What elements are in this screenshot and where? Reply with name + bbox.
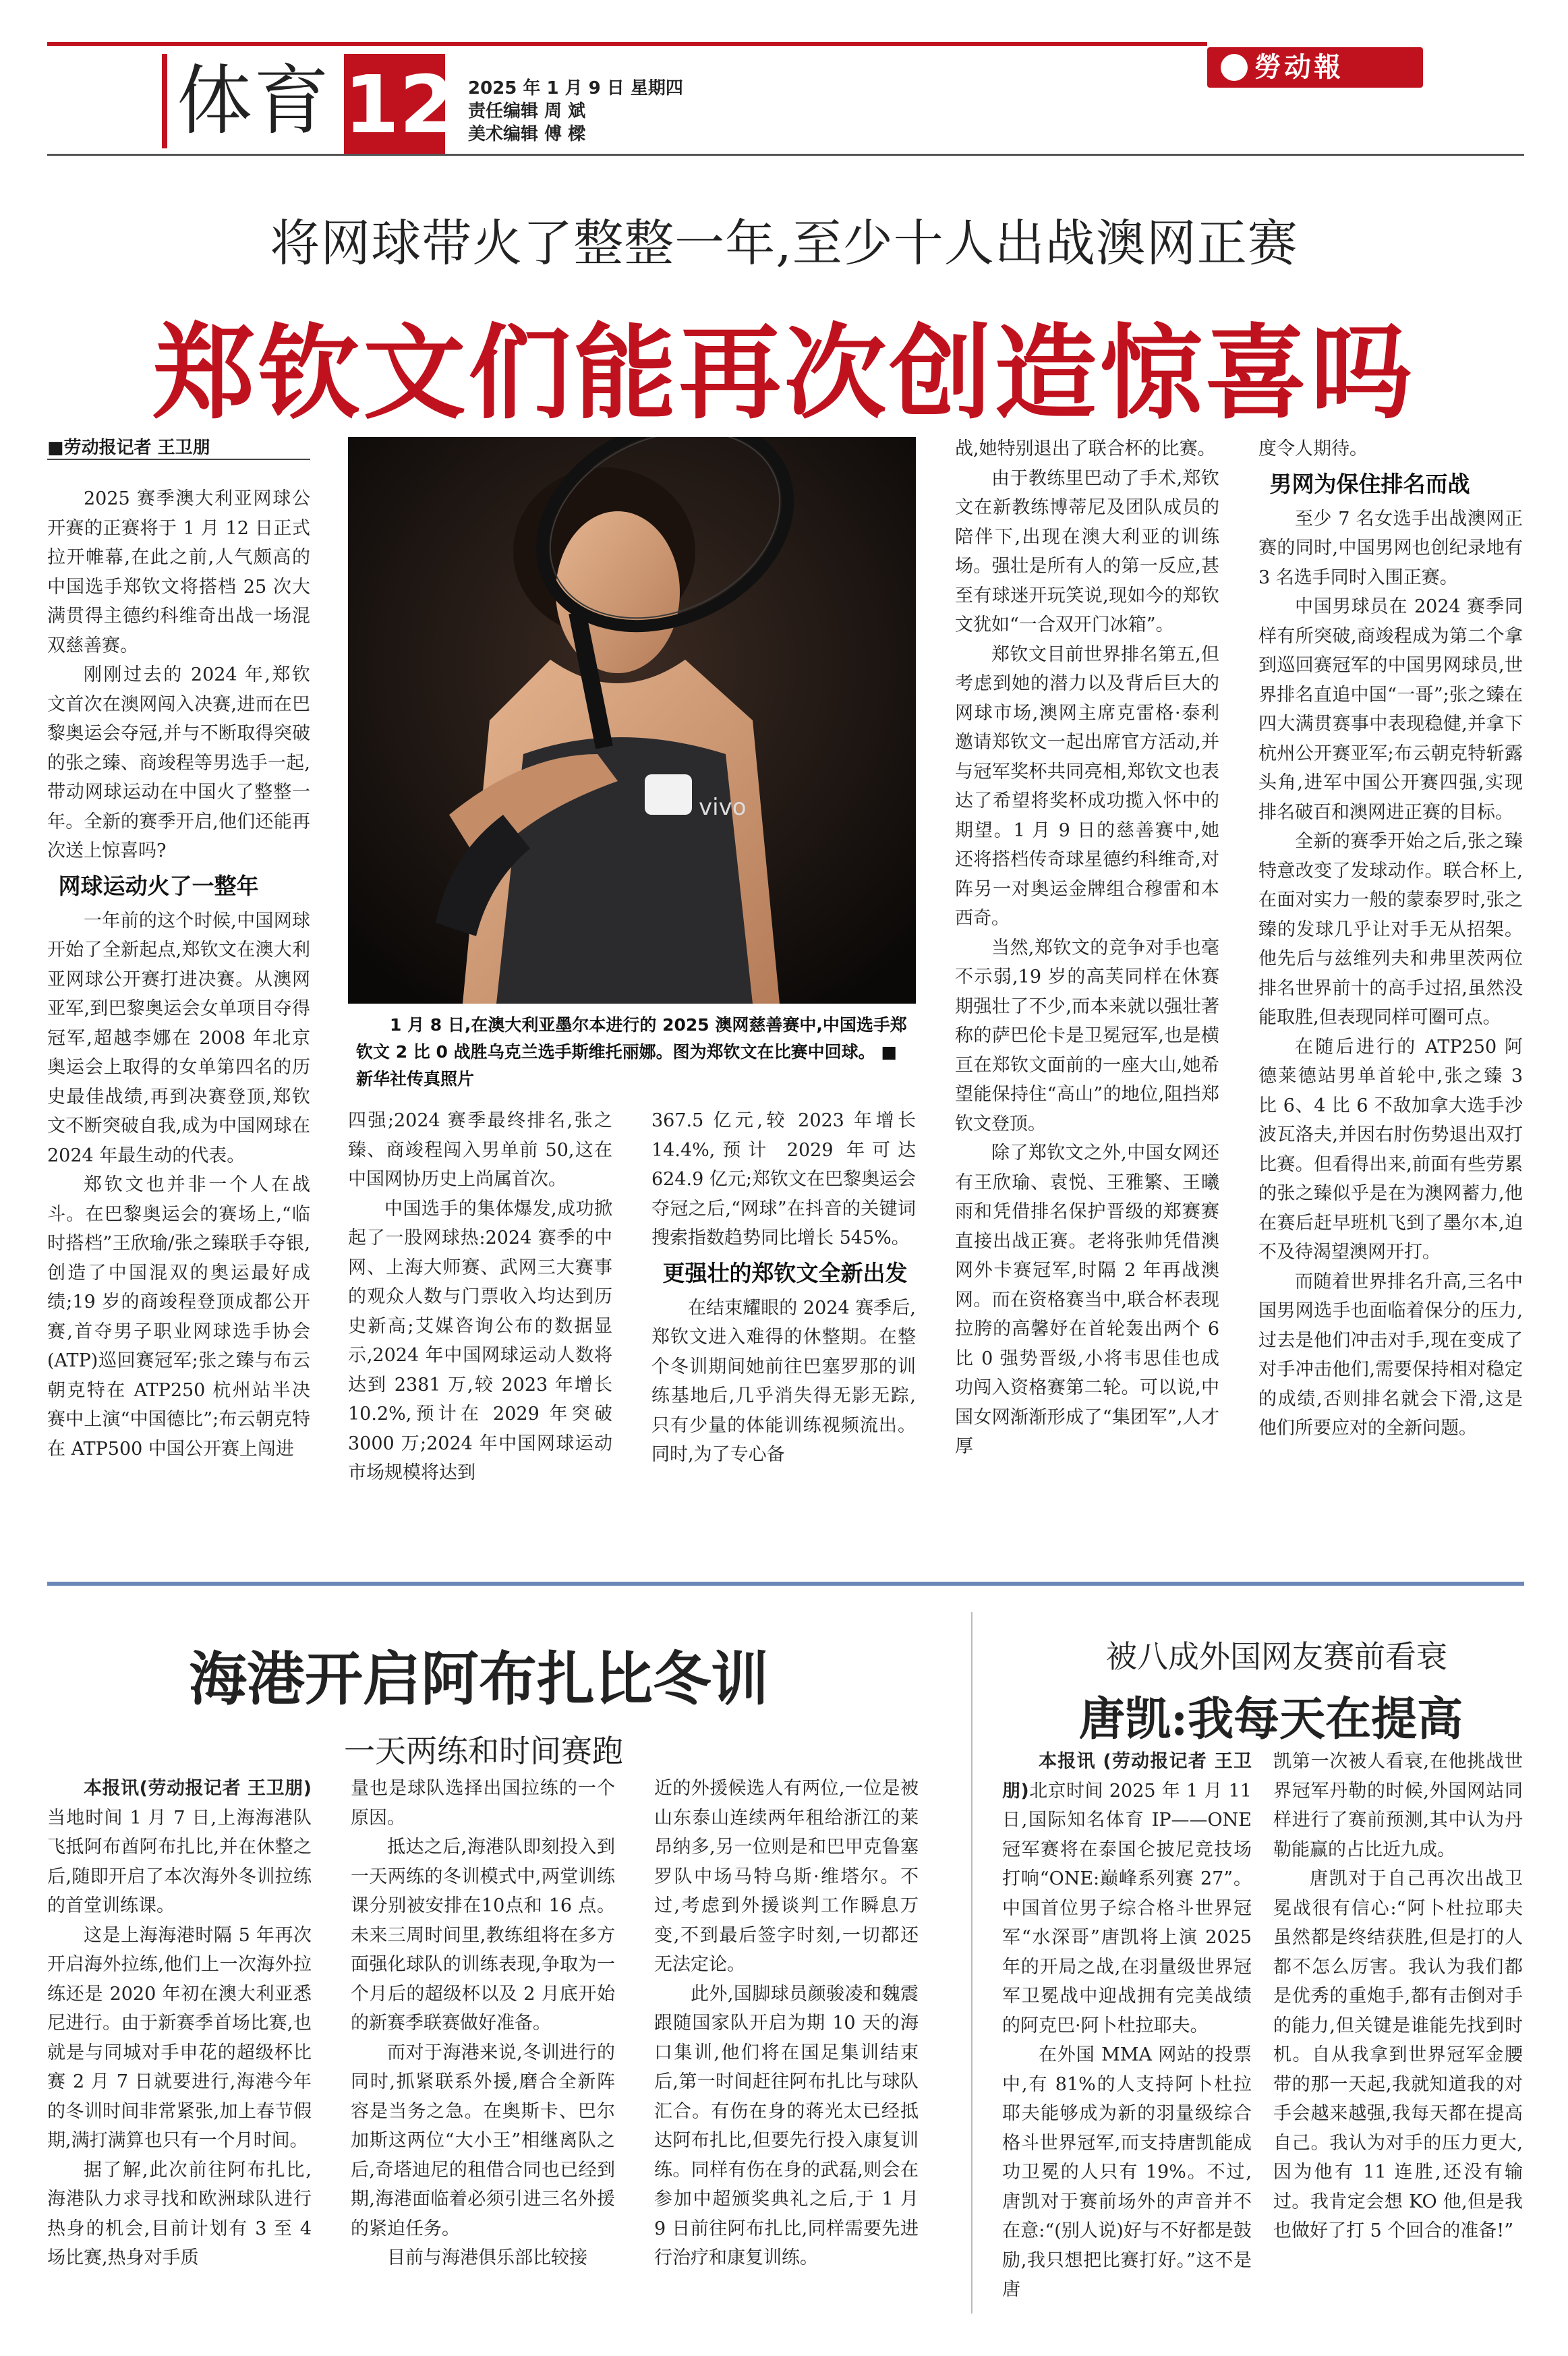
main-byline: ■劳动报记者 王卫朋 — [47, 436, 310, 460]
story2-headline: 海港开启阿布扎比冬训 — [189, 1645, 769, 1713]
paragraph: 至少 7 名女选手出战澳网正赛的同时,中国男网也创纪录地有 3 名选手同时入围正赛。 — [1258, 508, 1523, 588]
art-editor-line: 美术编辑 傅 樑 — [468, 124, 586, 144]
paragraph — [1002, 1747, 1252, 2040]
paragraph: 而随着世界排名升高,三名中国男网选手也面临着保分的压力,过去是他们冲击对手,现在变成了对手冲击他们,需要保持相对稳定的成绩,否则排名就会下滑,这是他们所要应对的全新问题。 — [1258, 1271, 1523, 1439]
paragraph: 中国选手的集体爆发,成功掀起了一股网球热:2024 赛季的中网、上海大师赛、武网三大赛事的观众人数与门票收入均达到历史新高;艾媒咨询公布的数据显示,2024 年中国网球运动人数将达到 2381 万,较 2023 年增长 10.2%,预计在 2029 年突破 3000 万;2024 年中国网球运动市场规模将达到 — [348, 1198, 612, 1483]
paragraph: 中国男球员在 2024 赛季同样有所突破,商竣程成为第二个拿到巡回赛冠军的中国男网球员,世界排名直追中国“一哥”;张之臻在四大满贯赛事中表现稳健,并拿下杭州公开赛亚军;布云朝克特斩露头角,进军中国公开赛四强,实现排名破百和澳网进正赛的目标。 — [1258, 596, 1523, 823]
main-kicker: 将网球带火了整整一年,至少十人出战澳网正赛 — [270, 214, 1298, 272]
paragraph — [47, 1774, 312, 1921]
story3-lead: 北京时间 2025 年 1 月 11 日,国际知名体育 IP——ONE 冠军赛将在泰国仑披尼竞技场打响“ONE:巅峰系列赛 27”。中国首位男子综合格斗世界冠军“水深哥”唐凯将上演 2025 年的开局之战,在羽量级世界冠军卫冕战中迎战拥有完美战绩的阿克巴·阿卜杜拉耶夫。 — [1002, 1780, 1252, 2036]
paragraph: 在外国 MMA 网站的投票中,有 81%的人支持阿卜杜拉耶夫能够成为新的羽量级综合格斗世界冠军,而支持唐凯能成功卫冕的人只有 19%。不过,唐凯对于赛前场外的声音并不在意:“(别人说)好与不好都是鼓励,我只想把比赛打好。”这不是唐 — [1002, 2044, 1252, 2300]
paragraph: 一年前的这个时候,中国网球开始了全新起点,郑钦文在澳大利亚网球公开赛打进决赛。从澳网亚军,到巴黎奥运会女单项目夺得冠军,超越李娜在 2008 年北京奥运会上取得的女单第四名的历史最佳战绩,再到决赛登顶,郑钦文不断突破自我,成为中国网球在 2024 年最生动的代表。 — [47, 910, 310, 1166]
main-column-5 — [1258, 434, 1523, 1443]
story3-headline: 唐凯:我每天在提高 — [1079, 1692, 1463, 1746]
editor-line: 责任编辑 周 斌 — [468, 101, 586, 121]
main-column-2 — [348, 1106, 612, 1488]
story2-column-3 — [654, 1774, 919, 2273]
paragraph: 在随后进行的 ATP250 阿德莱德站男单首轮中,张之臻 3 比 6、4 比 6 不敌加拿大选手沙波瓦洛夫,并因右肘伤势退出双打比赛。但看得出来,前面有些劳累的张之臻似乎是在为澳网蓄力,他在赛后赶早班机飞到了墨尔本,迫不及待渴望澳网开打。 — [1258, 1036, 1523, 1263]
paragraph: 由于教练里巴动了手术,郑钦文在新教练博蒂尼及团队成员的陪伴下,出现在澳大利亚的训练场。强壮是所有人的第一反应,甚至有球迷开玩笑说,现如今的郑钦文犹如“一合双开门冰箱”。 — [955, 467, 1219, 635]
paragraph: 这是上海海港时隔 5 年再次开启海外拉练,他们上一次海外拉练还是 2020 年初在澳大利亚悉尼进行。由于新赛季首场比赛,也就是与同城对手申花的超级杯比赛 2 月 7 日就要进行,海港今年的冬训时间非常紧张,加上春节假期,满打满算也只有一个月时间。 — [47, 1924, 312, 2151]
paragraph: 当然,郑钦文的竞争对手也毫不示弱,19 岁的高芙同样在休赛期强壮了不少,而本来就以强壮著称的萨巴伦卡是卫冕冠军,也是横亘在郑钦文面前的一座大山,她希望能保持住“高山”的地位,阻挡郑钦文登顶。 — [955, 937, 1219, 1134]
story2-column-1 — [47, 1774, 312, 2273]
paragraph: 目前与海港俱乐部比较接 — [387, 2247, 587, 2268]
main-column-4 — [955, 434, 1219, 1462]
main-column-1 — [47, 484, 310, 1464]
header-bottom-rule — [47, 154, 1524, 156]
paragraph: 凯第一次被人看衰,在他挑战世界冠军丹勒的时候,外国网站同样进行了赛前预测,其中认为丹勒能赢的占比近九成。 — [1273, 1751, 1523, 1860]
header-top-rule — [47, 42, 1207, 46]
date-line: 2025 年 1 月 9 日 星期四 — [468, 78, 683, 98]
story2-byline: 本报讯(劳动报记者 王卫朋) — [84, 1778, 312, 1799]
section-name: 体育 — [177, 57, 330, 145]
paragraph: 据了解,此次前往阿布扎比,海港队力求寻找和欧洲球队进行热身的机会,目前计划有 3 至 4 场比赛,热身对手质 — [47, 2159, 312, 2268]
story3-byline: 本报讯 (劳动报记者 王卫朋) — [1002, 1751, 1252, 1802]
paragraph: 在结束耀眼的 2024 赛季后,郑钦文进入难得的休整期。在整个冬训期间她前往巴塞罗那的训练基地后,几乎消失得无影无踪,只有少量的体能训练视频流出。同时,为了专心备 — [651, 1297, 916, 1465]
paragraph: 刚刚过去的 2024 年,郑钦文首次在澳网闯入决赛,进而在巴黎奥运会夺冠,并与不断取得突破的张之臻、商竣程等男选手一起,带动网球运动在中国火了整整一年。全新的赛季开启,他们还能再次送上惊喜吗? — [47, 664, 310, 861]
photo-illustration — [348, 437, 916, 1004]
paragraph: 战,她特别退出了联合杯的比赛。 — [955, 438, 1216, 459]
paragraph: 唐凯对于自己再次出战卫冕战很有信心:“阿卜杜拉耶夫虽然都是终结获胜,但是打的人都不怎么厉害。我认为我们都是优秀的重炮手,都有击倒对手的能力,但关键是谁能先找到时机。自从我拿到世界冠军金腰带的那一天起,我就知道我的对手会越来越强,我每天都在提高自己。我认为对手的压力更大,因为他有 11 连胜,还没有输过。我肯定会想 KO 他,但是我也做好了打 5 个回合的准备!” — [1273, 1868, 1523, 2241]
paragraph: 全新的赛季开始之后,张之臻特意改变了发球动作。联合杯上,在面对实力一般的蒙泰罗时,张之臻的发球几乎让对手无从招架。他先后与兹维列夫和弗里茨两位排名世界前十的高手过招,虽然没能取胜,但表现同样可圈可点。 — [1258, 831, 1523, 1028]
subhead: 男网为保住排名而战 — [1269, 470, 1470, 497]
logo: 勞动報 — [1254, 51, 1343, 83]
paragraph: 郑钦文也并非一个人在战斗。在巴黎奥运会的赛场上,“临时搭档”王欣瑜/张之臻联手夺银,创造了中国混双的奥运最好成绩;19 岁的商竣程登顶成都公开赛,首夺男子职业网球选手协会(ATP)巡回赛冠军;张之臻与布云朝克特在 ATP250 杭州站半决赛中上演“中国德比”;布云朝克特在 ATP500 中国公开赛上闯进 — [47, 1174, 310, 1460]
story2-lead: 当地时间 1 月 7 日,上海海港队飞抵阿布酋阿布扎比,并在休整之后,随即开启了本次海外冬训拉练的首堂训练课。 — [47, 1807, 312, 1916]
paragraph: 367.5 亿元,较 2023 年增长 14.4%,预计 2029 年可达 624.9 亿元;郑钦文在巴黎奥运会夺冠之后,“网球”在抖音的关键词搜索指数趋势同比增长 545%。 — [651, 1110, 916, 1248]
paragraph: 郑钦文目前世界排名第五,但考虑到她的潜力以及背后巨大的网球市场,澳网主席克雷格·泰利邀请郑钦文一起出席官方活动,并与冠军奖杯共同亮相,郑钦文也表达了希望将奖杯成功揽入怀中的期望。1 月 9 日的慈善赛中,她还将搭档传奇球星德约科维奇,对阵另一对奥运金牌组合穆雷和本西奇。 — [955, 643, 1219, 929]
section-divider — [47, 1582, 1524, 1586]
main-column-3 — [651, 1106, 916, 1470]
paragraph: 而对于海港来说,冬训进行的同时,抓紧联系外援,磨合全新阵容是当务之急。在奥斯卡、巴尔加斯这两位“大小王”相继离队之后,奇塔迪尼的租借合同也已经到期,海港面临着必须引进三名外援的紧迫任务。 — [351, 2042, 615, 2239]
subhead: 网球运动火了一整年 — [58, 872, 259, 899]
photo-caption: 1 月 8 日,在澳大利亚墨尔本进行的 2025 澳网慈善赛中,中国选手郑钦文 2 比 0 战胜乌克兰选手斯维托丽娜。图为郑钦文在比赛中回球。 ■新华社传真照片 — [356, 1015, 907, 1089]
paragraph: 四强;2024 赛季最终排名,张之臻、商竣程闯入男单前 50,这在中国网协历史上尚属首次。 — [348, 1110, 612, 1190]
paragraph: 近的外援候选人有两位,一位是被山东泰山连续两年租给浙江的莱昂纳多,另一位则是和巴甲克鲁塞罗队中场马特乌斯·维塔尔。不过,考虑到外援谈判工作瞬息万变,不到最后签字时刻,一切都还无法定论。 — [654, 1778, 919, 1975]
tennis-photo — [348, 437, 916, 1004]
column-separator — [971, 1612, 972, 2314]
subhead: 更强壮的郑钦文全新出发 — [662, 1259, 908, 1286]
paragraph: 抵达之后,海港队即刻投入到一天两练的冬训模式中,两堂训练课分别被安排在10点和 16 点。未来三周时间里,教练组将在多方面强化球队的训练表现,争取为一个月后的超级杯以及 2 月底开始的新赛季联赛做好准备。 — [351, 1837, 615, 2034]
page-number: 12 — [344, 58, 455, 151]
main-headline: 郑钦文们能再次创造惊喜吗 — [152, 312, 1416, 433]
story3-kicker: 被八成外国网友赛前看衰 — [1106, 1638, 1447, 1675]
story2-subtitle: 一天两练和时间赛跑 — [344, 1733, 623, 1769]
paragraph: 量也是球队选择出国拉练的一个原因。 — [351, 1778, 615, 1829]
paragraph: 2025 赛季澳大利亚网球公开赛的正赛将于 1 月 12 日正式拉开帷幕,在此之前,人气颇高的中国选手郑钦文将搭档 25 次大满贯得主德约科维奇出战一场混双慈善赛。 — [47, 488, 310, 656]
svg-text:vivo: vivo — [699, 794, 747, 821]
paragraph: 度令人期待。 — [1258, 438, 1368, 459]
story3-column-1 — [1002, 1747, 1252, 2305]
paragraph: 此外,国脚球员颜骏凌和魏震跟随国家队开启为期 10 天的海口集训,他们将在国足集训结束后,第一时间赶往阿布扎比与球队汇合。有伤在身的蒋光太已经抵达阿布扎比,但要先行投入康复训练。同样有伤在身的武磊,则会在参加中超颁奖典礼之后,于 1 月 9 日前往阿布扎比,同样需要先进行治疗和康复训练。 — [654, 1983, 919, 2268]
logo-icon — [1221, 54, 1248, 81]
story2-column-2 — [351, 1774, 615, 2273]
paragraph: 除了郑钦文之外,中国女网还有王欣瑜、袁悦、王雅繁、王曦雨和凭借排名保护晋级的郑赛赛直接出战正赛。老将张帅凭借澳网外卡赛冠军,时隔 2 年再战澳网。而在资格赛当中,联合杯表现拉胯的高馨妤在首轮轰出两个 6 比 0 强势晋级,小将韦思佳也成功闯入资格赛第二轮。可以说,中国女网渐渐形成了“集团军”,人才厚 — [955, 1143, 1219, 1457]
story3-column-2 — [1273, 1747, 1523, 2246]
